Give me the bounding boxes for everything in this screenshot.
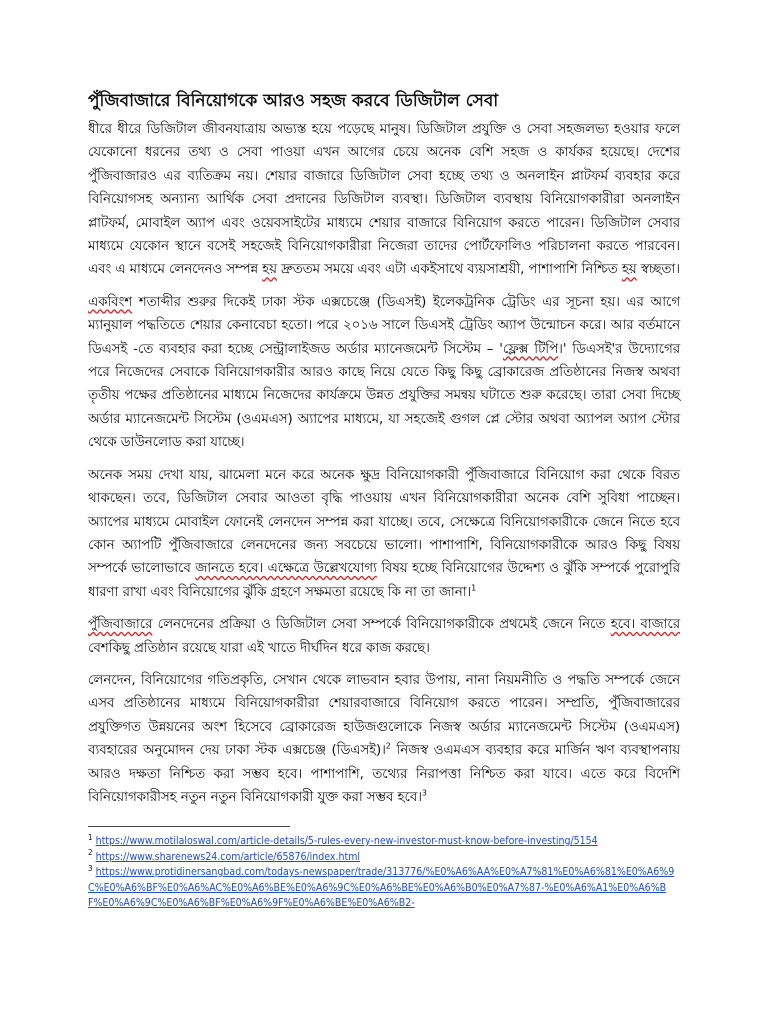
document-page bbox=[88, 88, 680, 818]
footnote-link-1[interactable]: https://www.motilaloswal.com/article-details/5-rules-every-new-investor-must-know-before-investing/5154 bbox=[95, 835, 598, 847]
footnote-ref-1[interactable]: 1 bbox=[471, 583, 477, 593]
p3-text-a: অনেক সময় দেখা যায়, ঝামেলা মনে করে অনেক ক্ষুদ্র বিনিয়োগকারী পুঁজিবাজারে বিনিয়োগ করা থেকে বিরত থাকছেন। তবে, ডিজিটাল সেবার আওতা বৃদ্ধি পাওয়ায় এখন বিনিয়োগকারীরা অনেক বেশি সুবিধা পাচ্ছেন। অ্যাপের মাধ্যমে মোবাইল ফোনেই লেনদেন সম্পন্ন করা যাচ্ছে। তবে, সেক্ষেত্রে বিনিয়োগকারীকে জেনে নিতে হবে কোন অ্যাপটি পুঁজিবাজারে লেনদেনের জন্য সবচেয়ে ভালো। পাশাপাশি, বিনিয়োগকারীকে আরও কিছু বিষয় সম্পর্কে ভালোভাবে bbox=[88, 467, 680, 577]
paragraph-3 bbox=[88, 464, 680, 604]
document-title: পুঁজিবাজারে বিনিয়োগকে আরও সহজ করবে ডিজিটাল সেবা bbox=[88, 91, 499, 111]
footnote-number: 2 bbox=[88, 848, 93, 857]
p5-text-a: লেনদেন, বিনিয়োগের গতিপ্রকৃতি, সেখান থেকে লাভবান হবার উপায়, নানা নিয়মনীতি ও পদ্ধতি সম্পর্কে জেনে এসব প্রতিষ্ঠানের মাধ্যমে বিনিয়োগকারীরা শেয়ারবাজারে বিনিয়োগ করতে পারেন। সম্প্রতি, পুঁজিবাজারের প্রযুক্তিগত উন্নয়নের অংশ হিসেবে ব্রোকারেজ হাউজগুলোকে নিজস্ব অর্ডার ম্যানেজমেন্ট সিস্টেম (ওএমএস) ব্যবহারের অনুমোদন দেয় ঢাকা স্টক এক্সচেঞ্জ (ডিএসই)। bbox=[88, 672, 680, 759]
p2-flagged-word-1: একবিংশ bbox=[88, 294, 133, 310]
footnote-2 bbox=[88, 850, 680, 866]
footnote-separator bbox=[88, 826, 290, 827]
p4-flagged-phrase: হবে। বাজারে bbox=[610, 617, 680, 633]
paragraph-5 bbox=[88, 669, 680, 809]
footnote-ref-2[interactable]: 2 bbox=[385, 741, 391, 751]
paragraph-2 bbox=[88, 291, 680, 455]
p3-flagged-phrase: জানতে হবে। এক্ষেত্রে উল্লেখযোগ্য bbox=[195, 561, 377, 577]
p1-flagged-word-2: হয় bbox=[621, 262, 637, 278]
footnote-ref-3[interactable]: 3 bbox=[421, 788, 427, 798]
p1-text-c: স্বচ্ছতা। bbox=[636, 262, 680, 278]
p1-flagged-word-1: হয় bbox=[262, 262, 277, 278]
p2-text-a: শতাব্দীর শুরুর দিকেই ঢাকা স্টক এক্সচেঞ্জে (ডিএসই) ইলেকট্রনিক ট্রেডিং এর সূচনা হয়। এর আগে ম্যানুয়াল পদ্ধতিতে শেয়ার কেনাবেচা হতো। পরে ২০১৬ সালে ডিএসই ট্রেডিং অ্যাপ উন্মোচন করে। আর বর্তমানে ডিএসই -তে ব্যবহার করা হচ্ছে সেন্ট্রালাইজড অর্ডার ম্যানেজমেন্ট সিস্টেম – ' bbox=[88, 294, 680, 357]
p1-text-b: দ্রুততম সময়ে এবং এটা একইসাথে ব্যয়সাশ্রয়ী, পাশাপাশি নিশ্চিত bbox=[276, 262, 622, 278]
p1-text-a: ধীরে ধীরে ডিজিটাল জীবনযাত্রায় অভ্যস্ত হয়ে পড়েছে মানুষ। ডিজিটাল প্রযুক্তি ও সেবা সহজলভ্য হওয়ার ফলে যেকোনো ধরনের তথ্য ও সেবা পাওয়া এখন আগের চেয়ে অনেক বেশি সহজ ও কার্যকর হয়েছে। দেশের পুঁজিবাজারও এর ব্যতিক্রম নয়। শেয়ার বাজারে ডিজিটাল সেবা হচ্ছে তথ্য ও অনলাইন প্লাটফর্ম ব্যবহার করে বিনিয়োগসহ অন্যান্য আর্থিক সেবা প্রদানের ডিজিটাল ব্যবস্থা। ডিজিটাল ব্যবস্থায় বিনিয়োগকারীরা অনলাইন প্লাটফর্ম, মোবাইল অ্যাপ এবং ওয়েবসাইটের মাধ্যমে শেয়ার বাজারে বিনিয়োগ করতে পারেন। ডিজিটাল সেবার মাধ্যমে যেকোন স্থানে বসেই সহজেই বিনিয়োগকারীরা নিজেরা তাদের পোর্টফোলিও পরিচালনা করতে পারবেন। এবং এ মাধ্যমে লেনদেনও সম্পন্ন bbox=[88, 122, 680, 278]
p2-flagged-word-2: ফ্লেক্স টিপি bbox=[502, 341, 559, 357]
p4-text-b: বেশকিছু প্রতিষ্ঠান রয়েছে যারা এই খাতে দীর্ঘদিন ধরে কাজ করছে। bbox=[88, 640, 430, 656]
footnote-3 bbox=[88, 865, 680, 912]
p4-text-a: লেনদেনের প্রক্রিয়া ও ডিজিটাল সেবা সম্পর্কে বিনিয়োগকারীকে প্রথমেই জেনে নিতে bbox=[152, 617, 611, 633]
footnote-link-2[interactable]: https://www.sharenews24.com/article/65876/index.html bbox=[95, 850, 361, 863]
p2-text-b: ।' ডিএসই'র উদ্যোগের পরে নিজেদের সেবাকে বিনিয়োগকারীর আরও কাছে নিয়ে যেতে কিছু কিছু ব্রোকারেজ প্রতিষ্ঠানের নিজস্ব অথবা তৃতীয় পক্ষের প্রতিষ্ঠানের মাধ্যমে নিজেদের কার্যক্রমে উন্নত প্রযুক্তির সমন্বয় ঘটাতে শুরু করেছে। তারা সেবা দিচ্ছে অর্ডার ম্যানেজমেন্ট সিস্টেম (ওএমএস) অ্যাপের মাধ্যমে, যা সহজেই গুগল প্লে স্টোর অথবা অ্যাপল অ্যাপ স্টোর থেকে ডাউনলোড করা যাচ্ছে। bbox=[88, 341, 681, 451]
p5-text-b: নিজস্ব ওএমএস ব্যবহার করে মার্জিন ঋণ ব্যবস্থাপনায় আরও দক্ষতা নিশ্চিত করা সম্ভব হবে। পাশাপাশি, তথ্যের নিরাপত্তা নিশ্চিত করা যাবে। এতে করে বিদেশি বিনিয়োগকারীসহ নতুন নতুন বিনিয়োগকারী যুক্ত করা সম্ভব হবে। bbox=[88, 743, 680, 805]
p3-text-b: বিষয় হচ্ছে বিনিয়োগের উদ্দেশ্য ও ঝুঁকি সম্পর্কে পুরোপুরি ধারণা রাখা এবং বিনিয়োগের ঝুঁকি গ্রহণে সক্ষমতা রয়েছে কি না তা জানা। bbox=[88, 561, 680, 600]
footnote-number: 1 bbox=[88, 832, 93, 842]
footnotes bbox=[88, 834, 680, 912]
paragraph-1 bbox=[88, 118, 680, 282]
footnote-1 bbox=[88, 834, 680, 850]
paragraph-4 bbox=[88, 613, 680, 660]
footnote-link-3[interactable]: https://www.protidinersangbad.com/todays-newspaper/trade/313776/%E0%A6%AA%E0%A7%81%E0%A6%81%E0%A6%9C%E0%A6%BF%E0%A6%AC%E0%A6%BE%E0%A6%9C%E0%A6%BE%E0%A6%B0%E0%A7%87-%E0%A6%A1%E0%A6%BF%E0%A6%9C%E0%A6%BF%E0%A6%9F%E0%A6%BE%E0%A6%B2- bbox=[88, 866, 675, 909]
p4-flagged-word-1: পুঁজিবাজারে bbox=[88, 617, 153, 633]
footnote-number: 3 bbox=[88, 863, 93, 873]
